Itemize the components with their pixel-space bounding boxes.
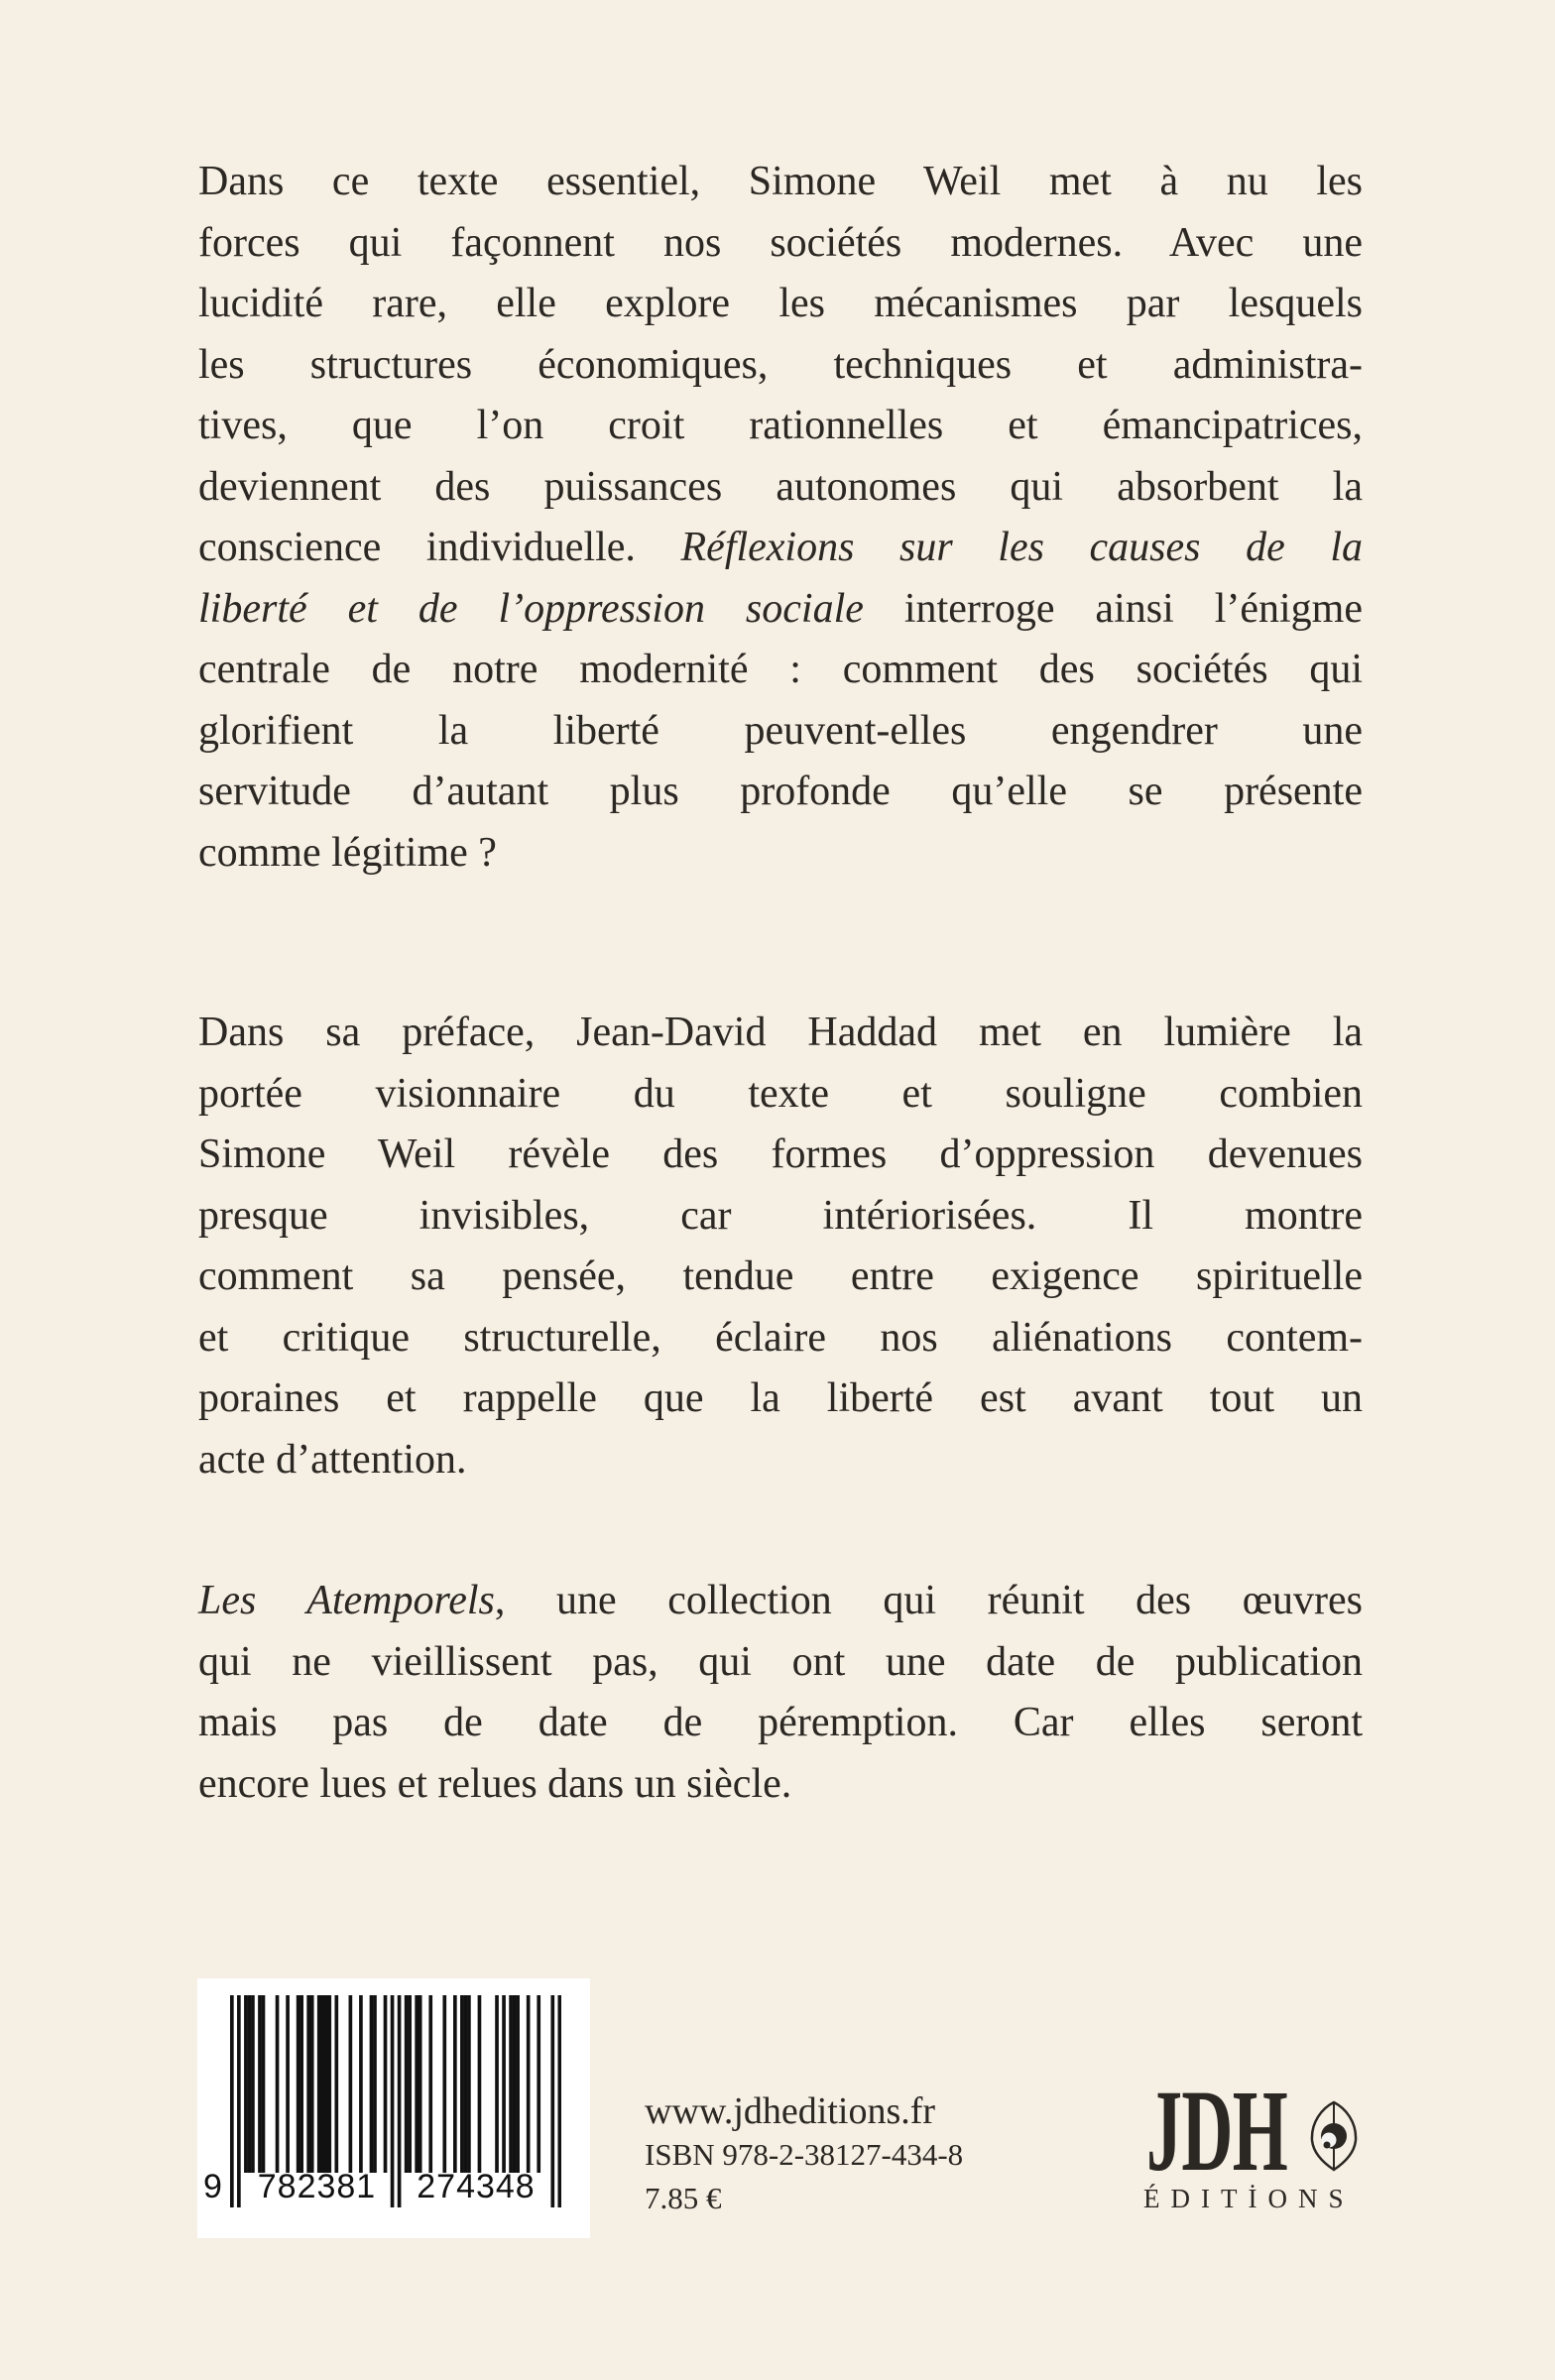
text-line: liberté et de l’oppression sociale interroge ainsi l’énigme bbox=[198, 585, 1363, 632]
paragraph-collection bbox=[198, 1571, 1363, 1815]
text-line: Simone Weil révèle des formes d’oppression devenues bbox=[198, 1131, 1363, 1177]
price: 7.85 € bbox=[645, 2181, 722, 2215]
text-line: glorifient la liberté peuvent-elles engendrer une bbox=[198, 707, 1363, 754]
text-line: comme légitime ? bbox=[198, 829, 497, 876]
jdh-logo-wordmark: JDH bbox=[1146, 2066, 1288, 2196]
text-line: tives, que l’on croit rationnelles et émancipatrices, bbox=[198, 403, 1363, 448]
text-line: forces qui façonnent nos sociétés modernes. Avec une bbox=[198, 219, 1363, 266]
text-line: presque invisibles, car intériorisées. Il montre bbox=[198, 1192, 1363, 1239]
text-line: Dans sa préface, Jean-David Haddad met en lumière la bbox=[198, 1010, 1363, 1055]
text-line: qui ne vieillissent pas, qui ont une date de publication bbox=[198, 1638, 1363, 1685]
publisher-info bbox=[645, 2088, 1061, 2221]
text-line: comment sa pensée, tendue entre exigence spirituelle bbox=[198, 1253, 1363, 1299]
back-cover-text bbox=[198, 152, 1363, 1815]
text-line: Les Atemporels, une collection qui réunit des œuvres bbox=[198, 1578, 1364, 1623]
text-line: lucidité rare, elle explore les mécanismes par lesquels bbox=[198, 281, 1363, 326]
text-line: centrale de notre modernité : comment des sociétés qui bbox=[198, 647, 1363, 692]
text-line: conscience individuelle. Réflexions sur les causes de la bbox=[198, 525, 1363, 570]
text-line: et critique structurelle, éclaire nos aliénations contem- bbox=[198, 1314, 1363, 1361]
publisher-website: www.jdheditions.fr bbox=[645, 2090, 936, 2132]
text-line: servitude d’autant plus profonde qu’elle se présente bbox=[198, 769, 1363, 814]
text-line: poraines et rappelle que la liberté est avant tout un bbox=[198, 1375, 1363, 1421]
paragraph-synopsis bbox=[198, 152, 1363, 884]
barcode-prefix-digit: 9 bbox=[203, 2168, 223, 2205]
paragraph-preface bbox=[198, 1003, 1363, 1490]
text-line: acte d’attention. bbox=[198, 1436, 467, 1483]
barcode-group1: 782381 bbox=[257, 2168, 377, 2205]
text-line: mais pas de date de péremption. Car elles seront bbox=[198, 1700, 1363, 1745]
text-line: les structures économiques, techniques et administra- bbox=[198, 341, 1363, 388]
text-line: portée visionnaire du texte et souligne combien bbox=[198, 1070, 1363, 1117]
barcode-group2: 274348 bbox=[417, 2168, 536, 2205]
jdh-logo-subtitle: ÉDITİONS bbox=[1143, 2184, 1355, 2213]
text-line: Dans ce texte essentiel, Simone Weil met à nu les bbox=[198, 159, 1363, 204]
isbn-number: ISBN 978-2-38127-434-8 bbox=[645, 2137, 964, 2172]
text-line: encore lues et relues dans un siècle. bbox=[198, 1760, 792, 1807]
text-line: deviennent des puissances autonomes qui absorbent la bbox=[198, 463, 1363, 510]
barcode bbox=[197, 1978, 590, 2238]
pen-nib-icon bbox=[1306, 2100, 1362, 2172]
